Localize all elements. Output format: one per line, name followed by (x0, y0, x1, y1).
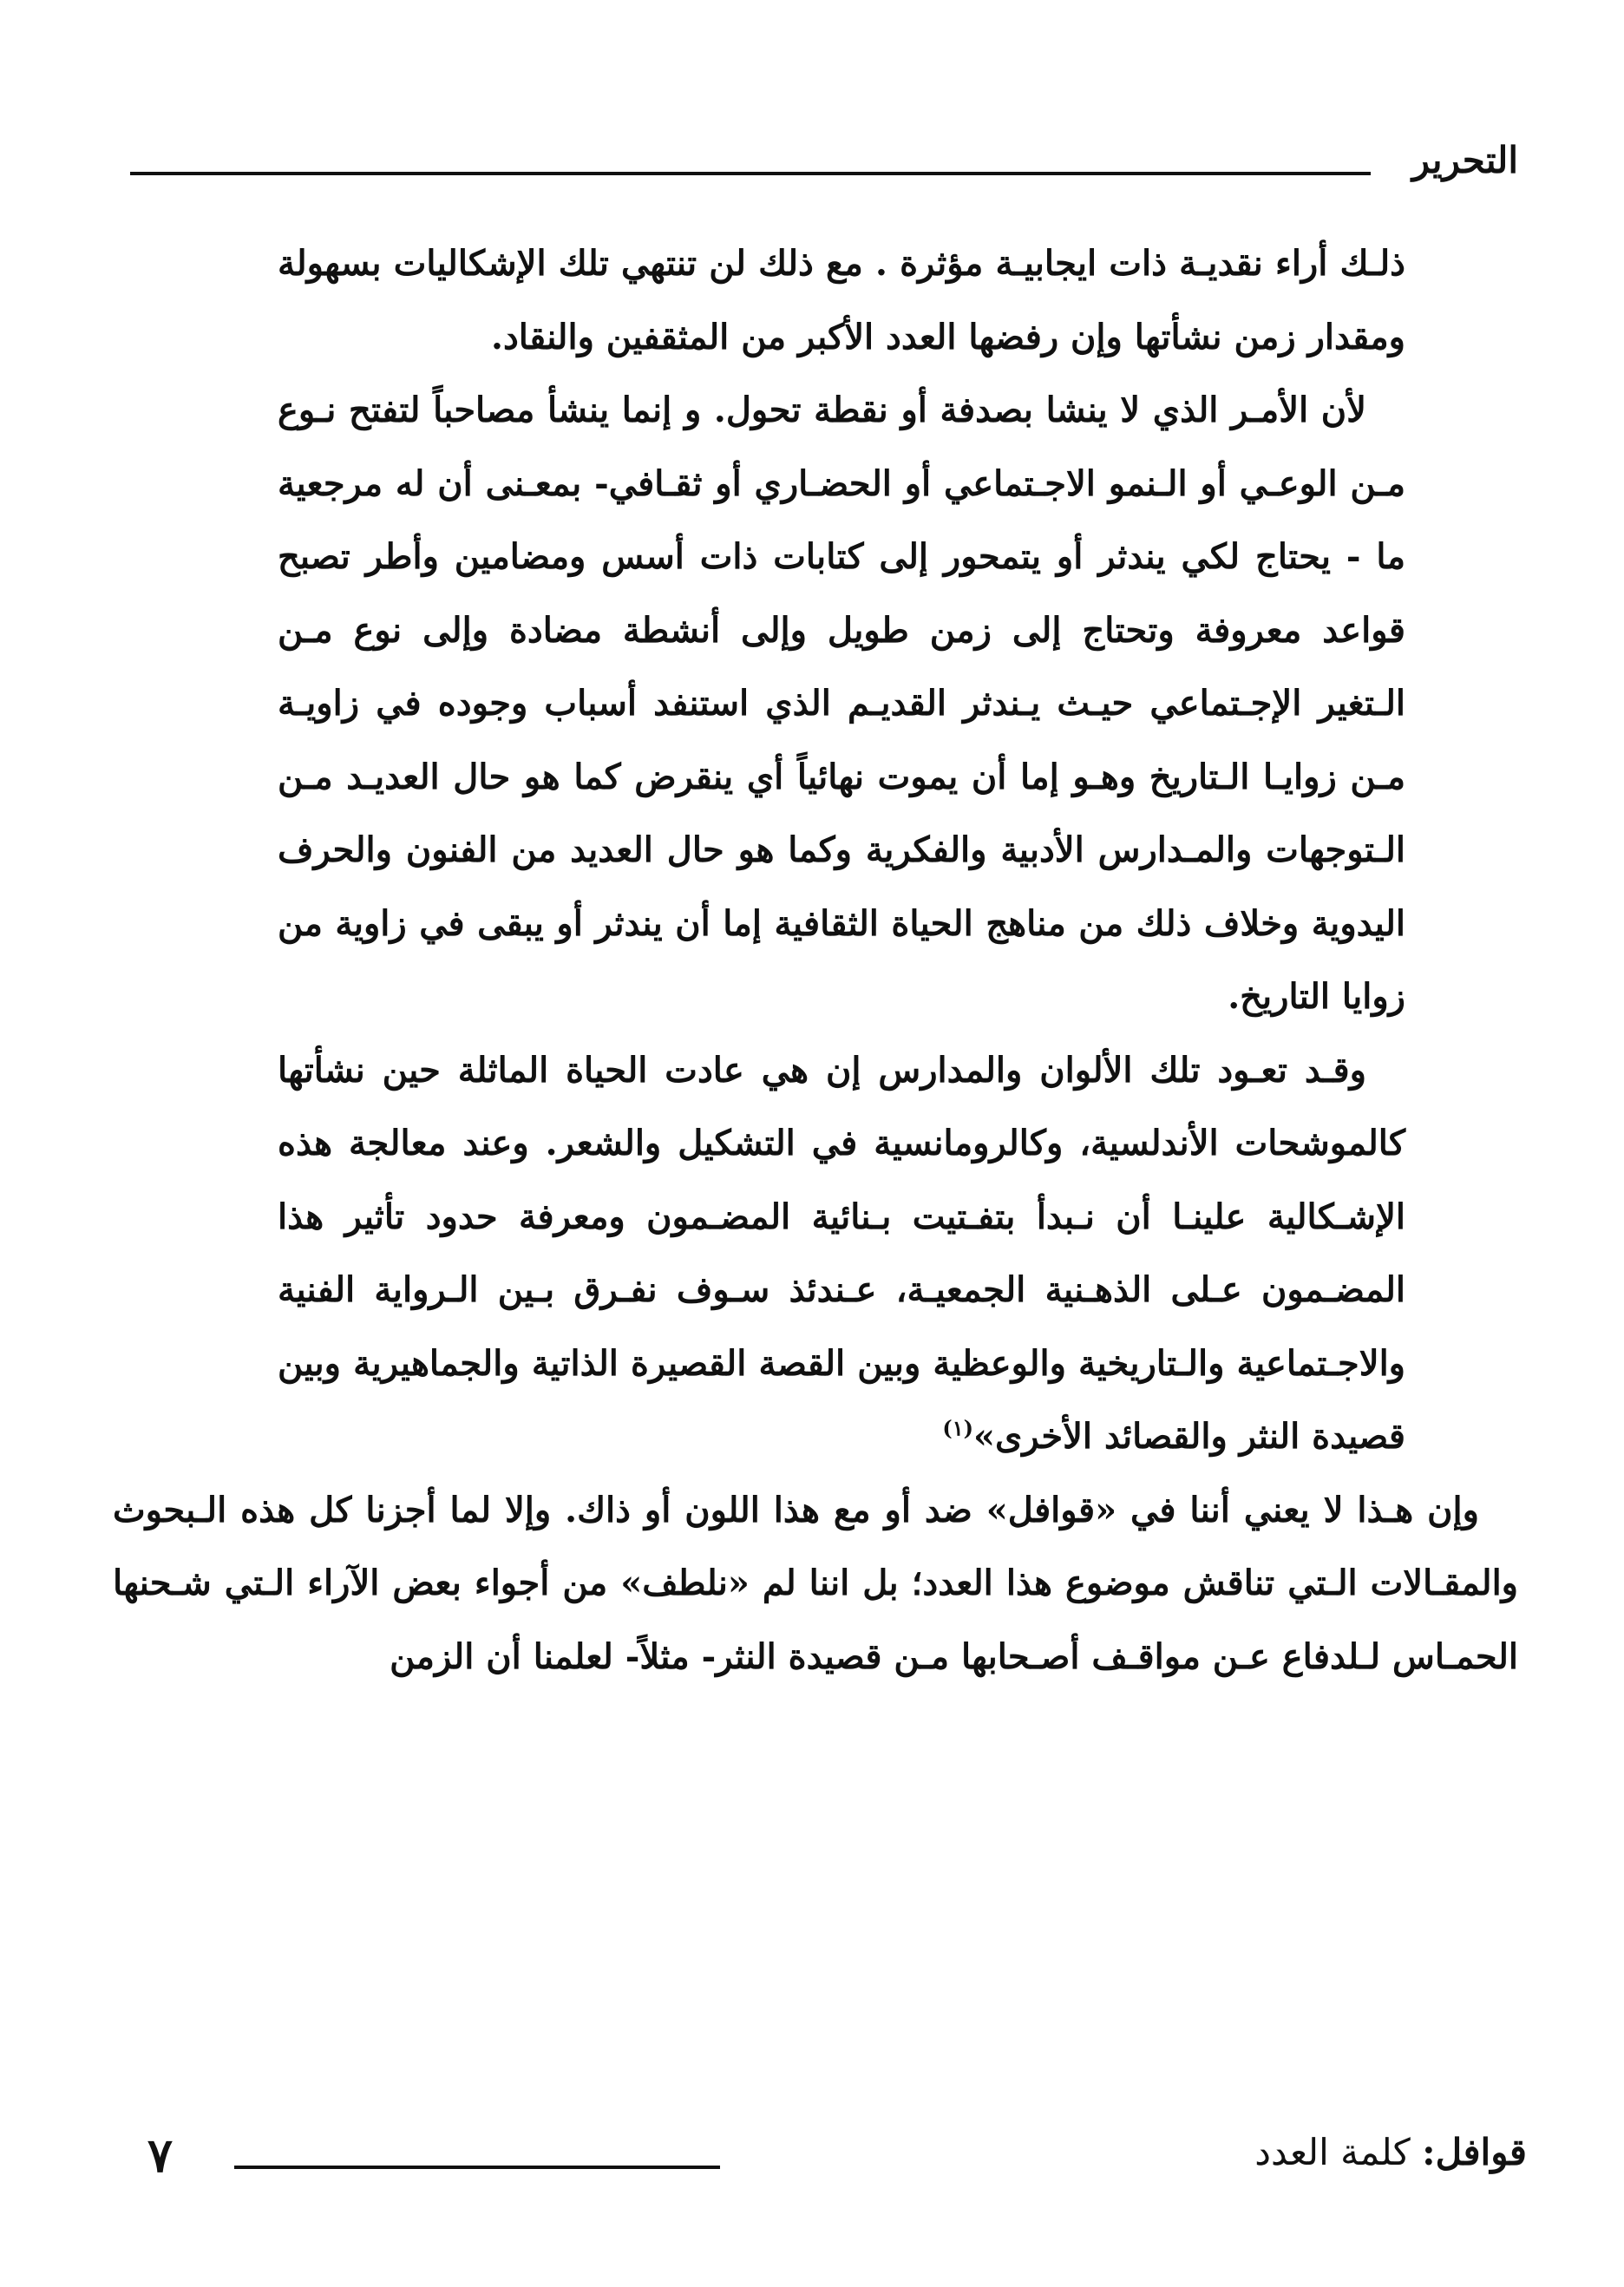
paragraph-3 (278, 1034, 1405, 1474)
section-name: كلمة العدد (1254, 2131, 1411, 2173)
footer-label (1254, 2131, 1527, 2173)
footer-rule (234, 2166, 720, 2169)
page-footer (130, 2127, 1527, 2197)
paragraph-1: ذلـك أراء نقديـة ذات ايجابيـة مؤثرة . مع ذلك لن تنتهي تلك الإشكاليات بسهولة ومقدار زمن نشأتها وإن رفضها العدد الأكبر من المثقفين والنقاد. (278, 243, 1405, 357)
paragraph-4: وإن هـذا لا يعني أننا في «قوافل» ضد أو مع هذا اللون أو ذاك. وإلا لما أجزنا كل هذه الـبحوث والمقـالات الـتي تناقش موضوع هذا العدد؛ بل اننا لم «نلطف» من أجواء بعض الآراء الـتي شـحنها الحمـاس لـلدفاع عـن مواقـف أصـحابها مـن قصيدة النثر- مثلاً- لعلمنا أن الزمن (113, 1489, 1518, 1677)
body-text (113, 227, 1518, 2041)
page-number: ٧ (147, 2127, 174, 2183)
paragraph-3-text: وقـد تعـود تلك الألوان والمدارس إن هي عادت الحياة الماثلة حين نشأتها كالموشحات الأندلسية، وكالرومانسية في التشكيل والشعر. وعند معالجة هذه الإشـكالية علينـا أن نـبدأ بتفـتيت بـنائية المضـمون ومعرفة حدود تأثير هذا المضـمون عـلى الذهـنية الجمعيـة، عـندئذ سـوف نفـرق بـين الـرواية الفنية والاجـتماعية والـتاريخية والوعظية وبين القصة القصيرة الذاتية والجماهيرية وبين قصيدة النثر والقصائد الأخرى» (278, 1049, 1405, 1457)
section-title: التحرير (1411, 139, 1518, 181)
journal-name: قوافل: (1422, 2131, 1527, 2173)
header-rule (130, 172, 1371, 175)
page-header (130, 139, 1518, 200)
paragraph-2: لأن الأمـر الذي لا ينشا بصدفة أو نقطة تحول. و إنما ينشأ مصاحباً لتفتح نـوع مـن الوعـي أو الـنمو الاجـتماعي أو الحضـاري أو ثقـافي- بمعـنى أن له مرجعية ما - يحتاج لكي يندثر أو يتمحور إلى كتابات ذات أسس ومضامين وأطر تصبح قواعد معروفة وتحتاج إلى زمن طويل وإلى أنشطة مضادة وإلى نوع مـن الـتغير الإجـتماعي حيـث يـندثر القديـم الذي استنفد أسباب وجوده في زاويـة مـن زوايـا الـتاريخ وهـو إما أن يموت نهائياً أي ينقرض كما هو حال العديـد مـن الـتوجهات والمـدارس الأدبية والفكرية وكما هو حال العديد من الفنون والحرف اليدوية وخلاف ذلك من مناهج الحياة الثقافية إما أن يندثر أو يبقى في زاوية من زوايا التاريخ. (278, 390, 1406, 1017)
footnote-marker: (١) (942, 1415, 973, 1441)
